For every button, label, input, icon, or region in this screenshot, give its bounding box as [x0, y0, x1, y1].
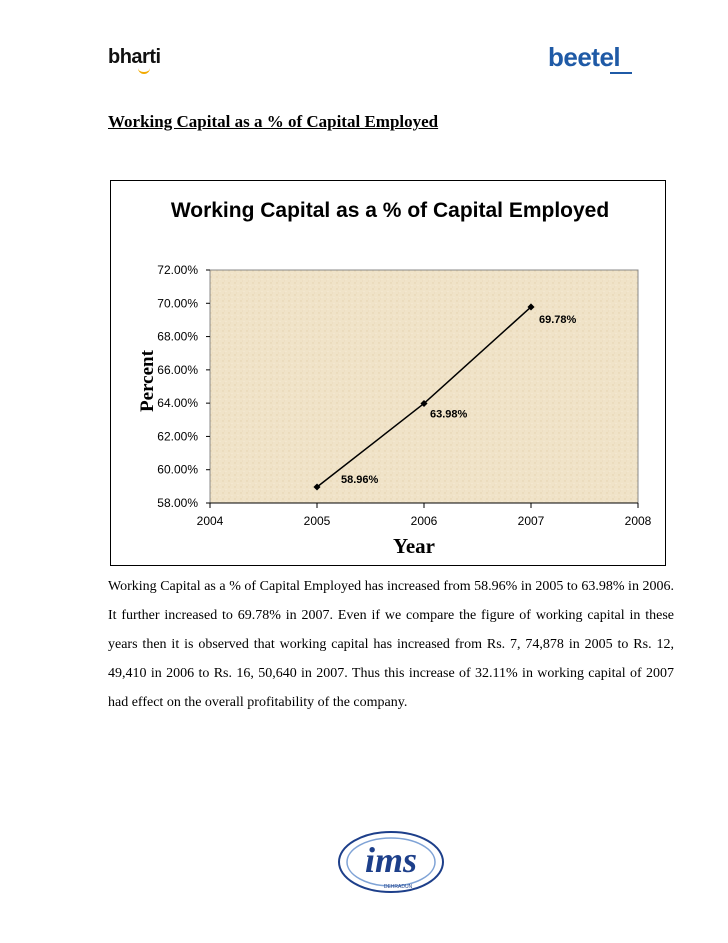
y-tick-label: 66.00% [157, 362, 198, 377]
y-tick-label: 60.00% [157, 462, 198, 477]
y-tick-label: 70.00% [157, 296, 198, 311]
y-tick-label: 62.00% [157, 429, 198, 444]
ims-logo-text: ims [364, 840, 418, 880]
bharti-logo-text: bharti [108, 46, 161, 68]
data-label: 58.96% [341, 474, 379, 487]
x-tick-label: 2006 [410, 514, 438, 528]
x-axis-title: Year [393, 534, 435, 558]
x-tick-label: 2007 [517, 514, 545, 528]
data-label: 63.98% [430, 408, 468, 421]
y-axis-title: Percent [137, 350, 158, 412]
y-tick-label: 68.00% [157, 329, 198, 344]
beetel-logo-text: beetel [548, 42, 621, 72]
ims-logo-graphic [336, 826, 446, 896]
plot-area [210, 270, 638, 503]
y-tick-label: 64.00% [157, 396, 198, 411]
y-tick-label: 58.00% [157, 496, 198, 510]
ims-logo [336, 826, 446, 896]
body-paragraph: Working Capital as a % of Capital Employed has increased from 58.96% in 2005 to 63.98% in 2006. It further increased to 69.78% in 2007. Even if we compare the figure of working capital in these years then it is observed that working capital has increased from Rs. 7, 74,878 in 2005 to Rs. 12, 49,410 in 2006 to Rs. 16, 50,640 in 2007. Thus this increase of 32.11% in working capital of 2007 had effect on the overall profitability of the company. [108, 579, 674, 710]
chart-title: Working Capital as a % of Capital Employed [170, 199, 610, 222]
page-heading: Working Capital as a % of Capital Employed [108, 112, 439, 131]
ims-logo-subtext: DEHRADUN [383, 884, 413, 890]
data-label: 69.78% [539, 313, 577, 326]
x-tick-label: 2005 [303, 514, 331, 528]
x-tick-label: 2004 [196, 514, 224, 528]
y-tick-label: 72.00% [157, 263, 198, 277]
x-tick-label: 2008 [624, 514, 652, 528]
